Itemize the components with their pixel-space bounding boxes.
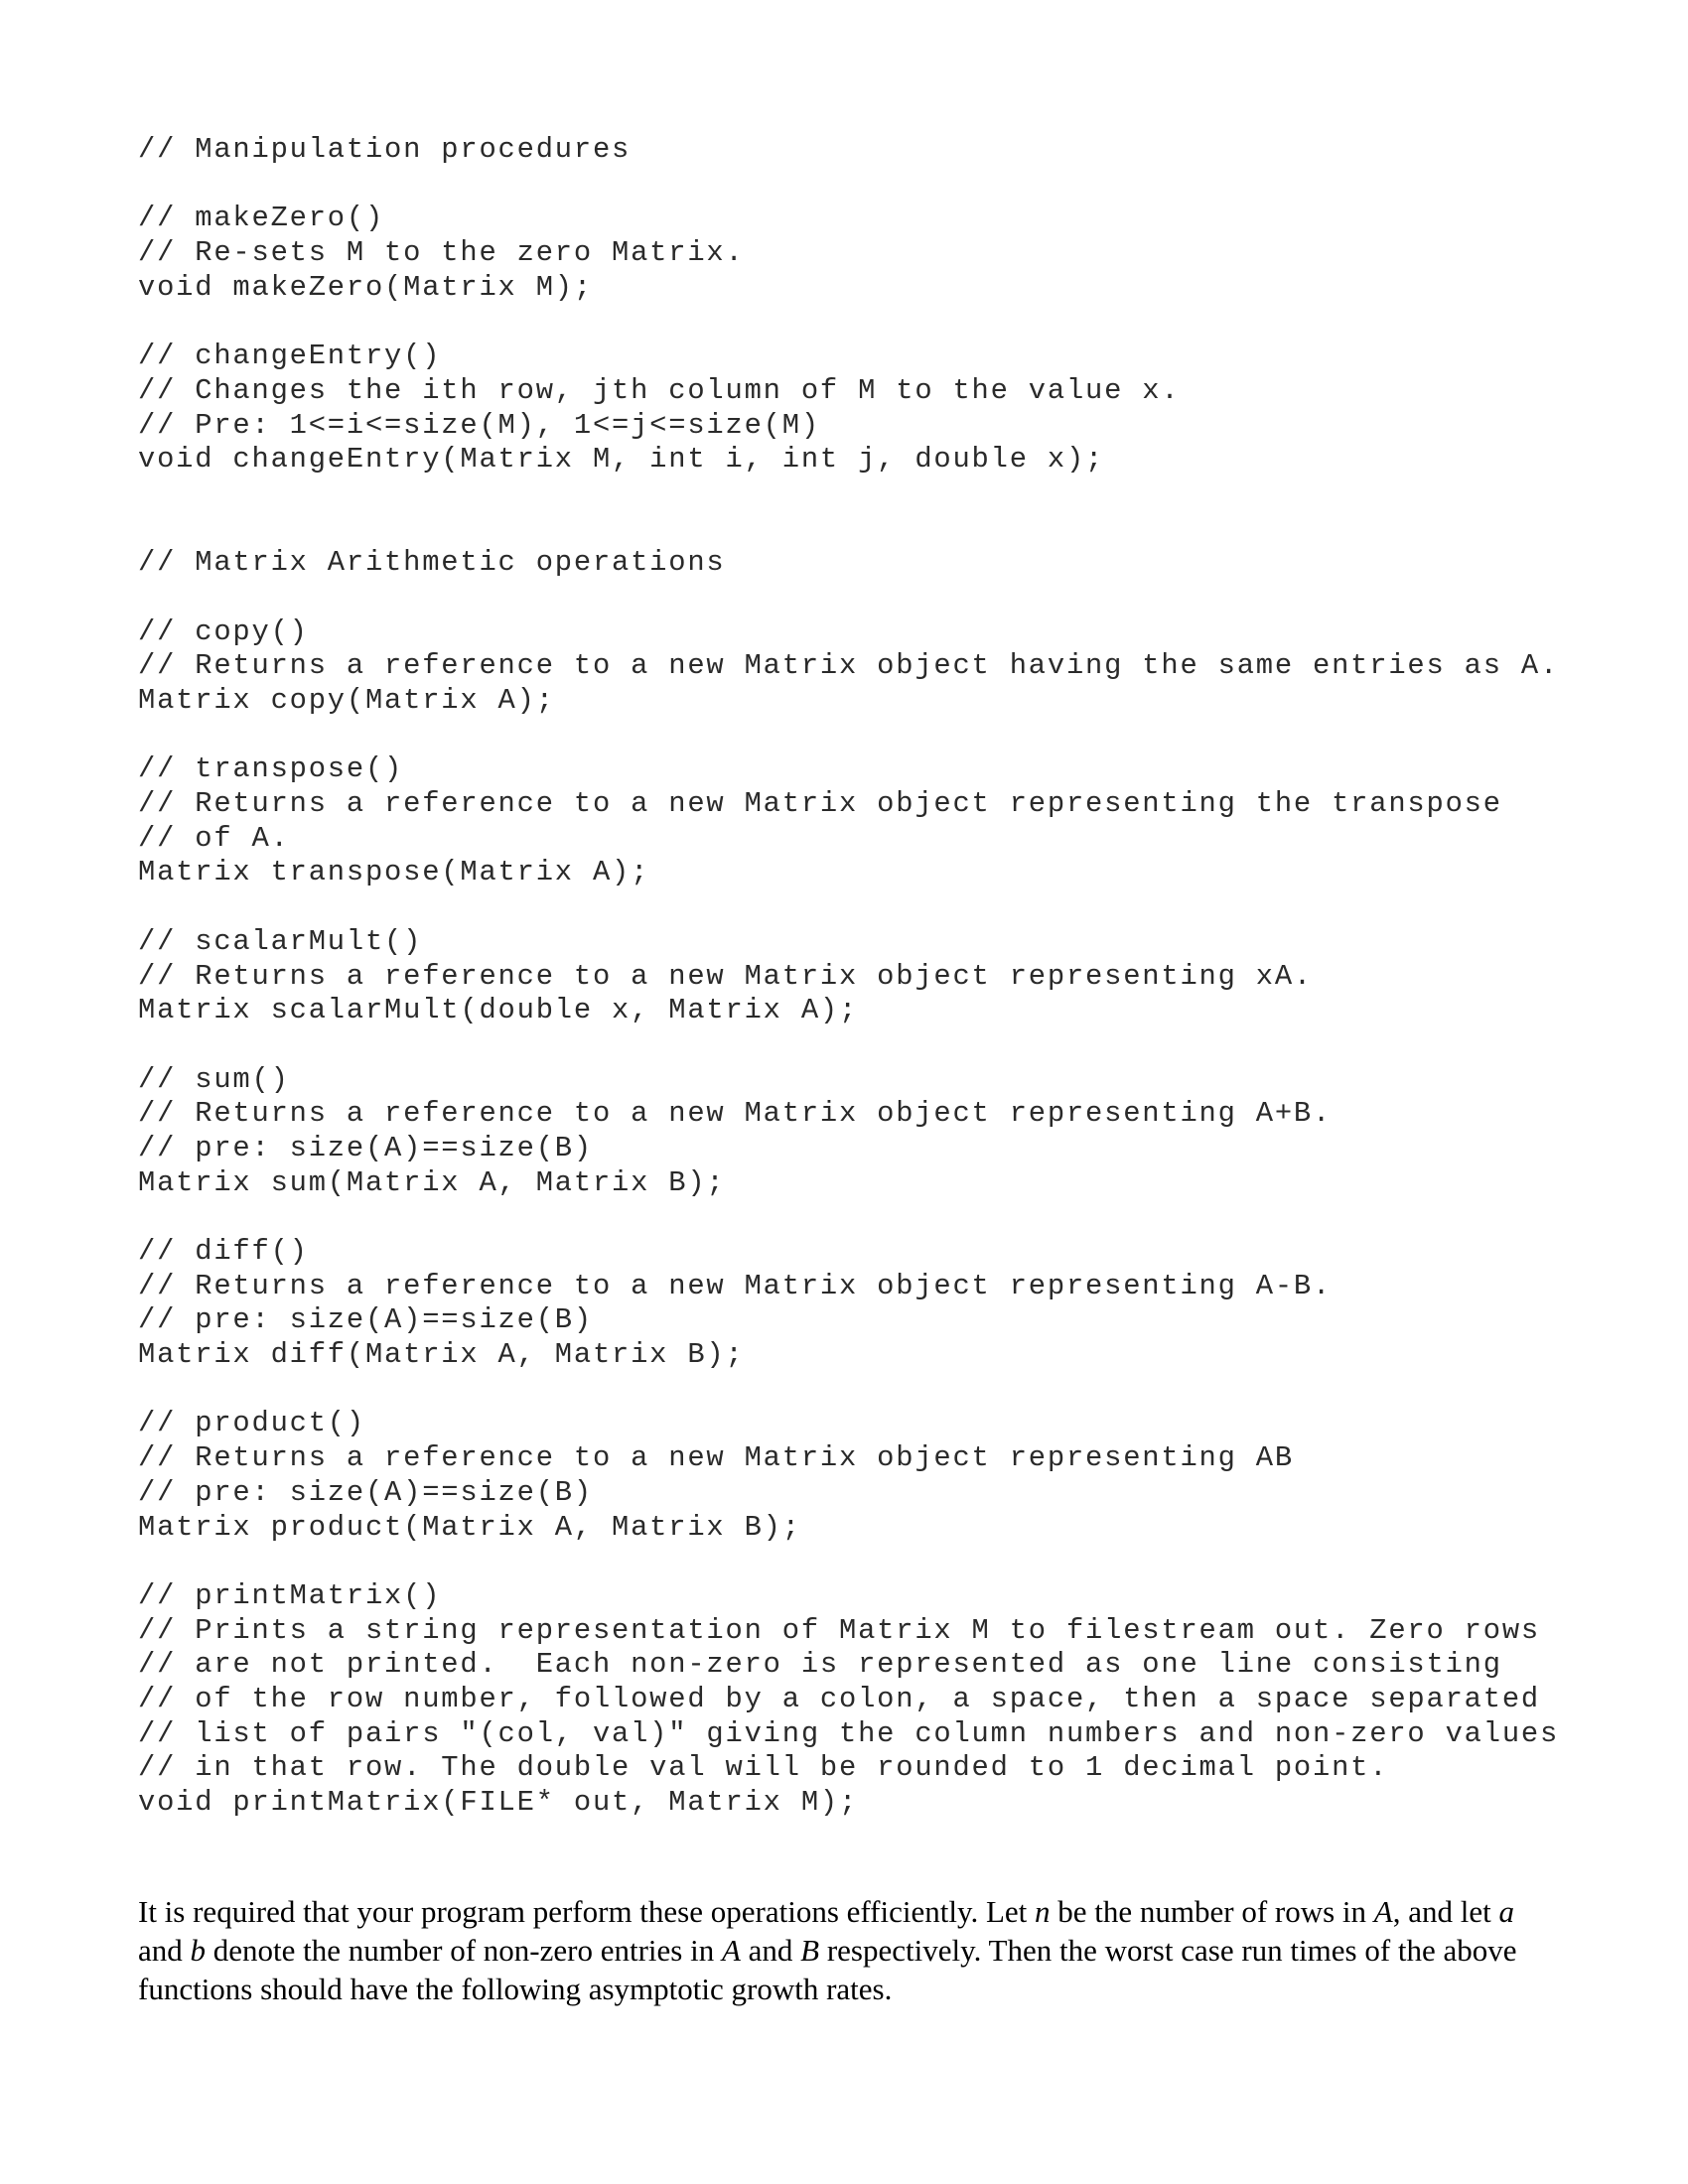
code-listing	[138, 133, 1598, 1821]
code-line: // printMatrix()	[138, 1578, 442, 1612]
code-line: // Prints a string representation of Matrix M to filestream out. Zero rows	[138, 1613, 1540, 1647]
code-line: // Returns a reference to a new Matrix object having the same entries as A.	[138, 649, 1560, 683]
math-variable-a: a	[1498, 1894, 1514, 1929]
code-line	[138, 1545, 1598, 1579]
code-line: // Changes the ith row, jth column of M to the value x.	[138, 373, 1181, 407]
code-line: // Returns a reference to a new Matrix object representing A-B.	[138, 1269, 1333, 1302]
code-line	[138, 1200, 1598, 1235]
code-line: // Pre: 1<=i<=size(M), 1<=j<=size(M)	[138, 408, 820, 442]
code-line: // Returns a reference to a new Matrix object representing xA.	[138, 959, 1314, 993]
code-line: // of A.	[138, 821, 290, 855]
code-line	[138, 1373, 1598, 1408]
code-line: void changeEntry(Matrix M, int i, int j, double x);	[138, 443, 1105, 477]
code-line: // pre: size(A)==size(B)	[138, 1303, 593, 1337]
code-line: void makeZero(Matrix M);	[138, 270, 593, 304]
code-line: // product()	[138, 1407, 365, 1440]
math-variable-A: A	[721, 1933, 741, 1968]
prose-text: and	[138, 1933, 191, 1968]
code-line: // Returns a reference to a new Matrix object representing AB	[138, 1441, 1294, 1475]
prose-text: and	[740, 1933, 801, 1968]
code-line: Matrix copy(Matrix A);	[138, 684, 555, 717]
code-line	[138, 1028, 1598, 1063]
code-line: // list of pairs "(col, val)" giving the column numbers and non-zero values	[138, 1716, 1560, 1750]
code-line	[138, 512, 1598, 547]
code-line	[138, 305, 1598, 340]
prose-text: It is required that your program perform these operations efficiently. Let	[138, 1894, 1035, 1929]
code-line: // Returns a reference to a new Matrix object representing A+B.	[138, 1097, 1333, 1131]
code-line: // Re-sets M to the zero Matrix.	[138, 236, 745, 270]
prose-text: denote the number of non-zero entries in	[206, 1933, 722, 1968]
code-line: // of the row number, followed by a colon, a space, then a space separated	[138, 1682, 1540, 1715]
code-line: // pre: size(A)==size(B)	[138, 1131, 593, 1164]
math-variable-b: b	[190, 1933, 207, 1968]
code-line: Matrix transpose(Matrix A);	[138, 856, 650, 889]
math-variable-n: n	[1035, 1894, 1051, 1929]
prose-text: respectively. Then the worst case run times of the above functions should have the following asymptotic growth rates.	[138, 1933, 1517, 2006]
code-line: // Returns a reference to a new Matrix object representing the transpose	[138, 787, 1502, 821]
code-line	[138, 719, 1598, 753]
math-variable-A: A	[1373, 1894, 1393, 1929]
code-line: Matrix sum(Matrix A, Matrix B);	[138, 1165, 726, 1199]
code-line: // are not printed. Each non-zero is represented as one line consisting	[138, 1648, 1502, 1682]
code-line: Matrix diff(Matrix A, Matrix B);	[138, 1338, 745, 1372]
efficiency-paragraph	[138, 1892, 1558, 2008]
prose-text: , and let	[1392, 1894, 1499, 1929]
math-variable-B: B	[800, 1933, 820, 1968]
code-line: // in that row. The double val will be rounded to 1 decimal point.	[138, 1751, 1389, 1785]
code-line	[138, 478, 1598, 512]
code-line: // transpose()	[138, 752, 404, 786]
code-line	[138, 168, 1598, 203]
prose-text: be the number of rows in	[1050, 1894, 1374, 1929]
code-line: // changeEntry()	[138, 340, 442, 373]
code-line	[138, 581, 1598, 615]
code-line: // scalarMult()	[138, 924, 423, 958]
code-line: // Manipulation procedures	[138, 133, 632, 166]
code-line: // copy()	[138, 614, 309, 648]
code-line: // sum()	[138, 1062, 290, 1096]
code-line: // diff()	[138, 1235, 309, 1268]
code-line: void printMatrix(FILE* out, Matrix M);	[138, 1786, 859, 1819]
code-line: Matrix product(Matrix A, Matrix B);	[138, 1510, 801, 1544]
code-line: // makeZero()	[138, 202, 385, 235]
code-line: // pre: size(A)==size(B)	[138, 1475, 593, 1509]
code-line: // Matrix Arithmetic operations	[138, 546, 726, 580]
code-line: Matrix scalarMult(double x, Matrix A);	[138, 994, 859, 1027]
code-line	[138, 890, 1598, 925]
